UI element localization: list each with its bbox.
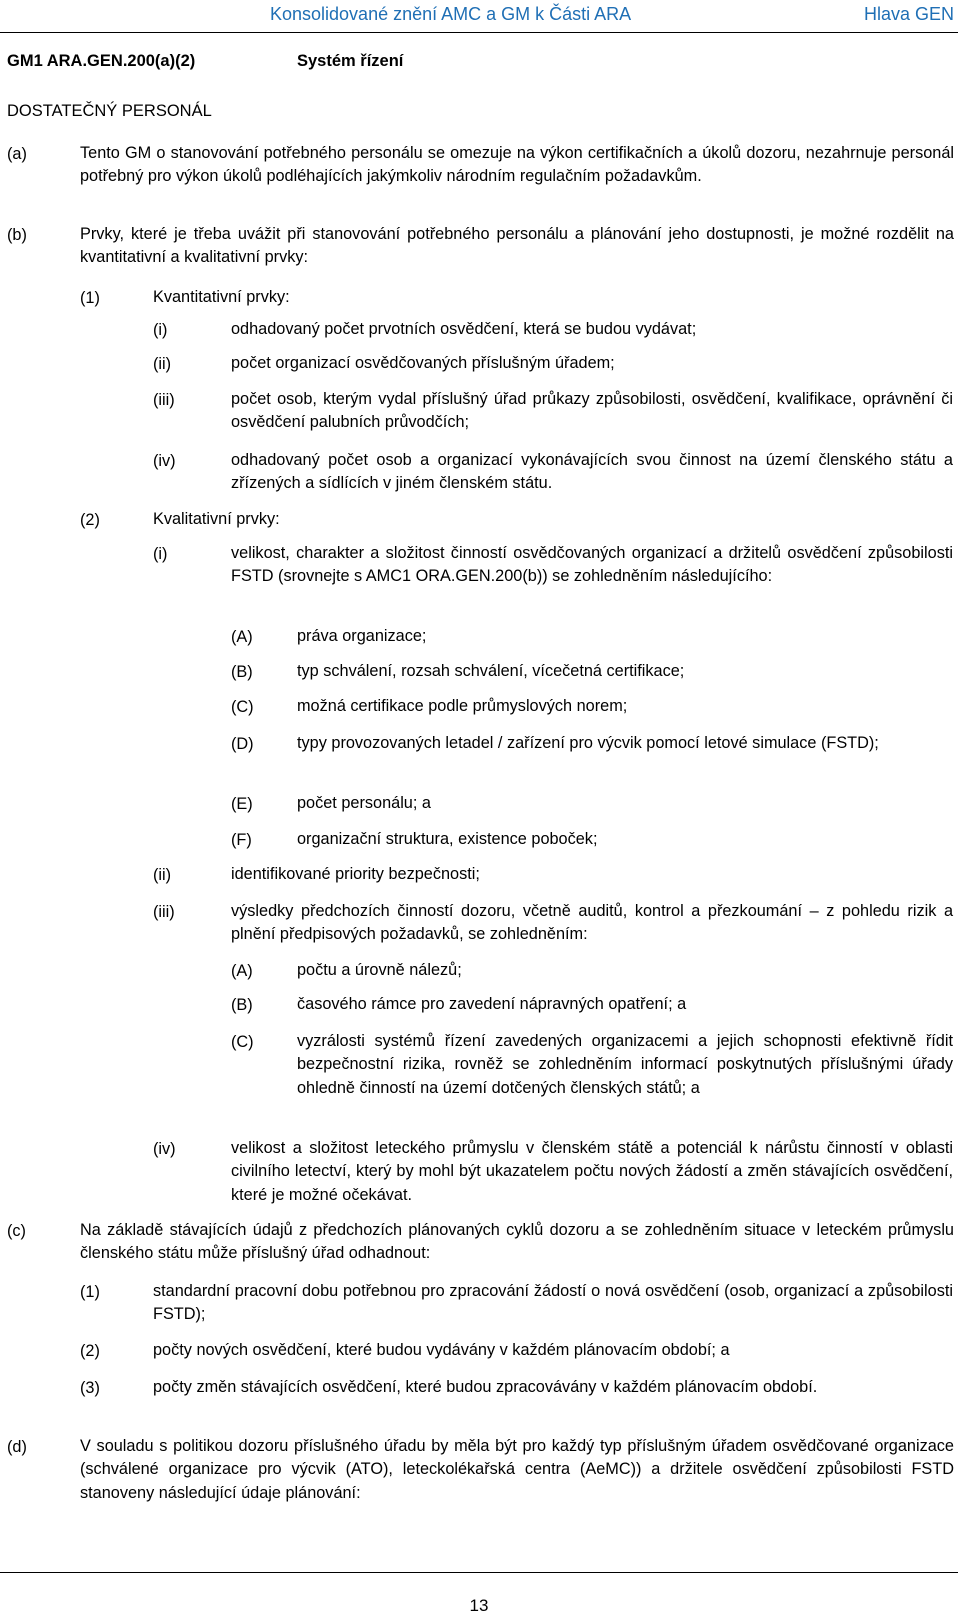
b2-i-c-label: (C) [231, 698, 254, 716]
b2-iii-text: výsledky předchozích činností dozoru, včetně auditů, kontrol a přezkoumání – z pohledu rizik a plnění předpisových požadavků, se zohledněním: [231, 902, 953, 944]
b2-iii-b-text: časového rámce pro zavedení nápravných opatření; a [297, 995, 687, 1013]
c2-text: počty nových osvědčení, které budou vydávány v každém plánovacím období; a [153, 1341, 730, 1359]
b1-ii-text: počet organizací osvědčovaných příslušným úřadem; [231, 354, 615, 372]
b2-iii-c-text: vyzrálosti systémů řízení zavedených organizacemi a jejich schopnosti efektivně řídit bezpečnostní rizika, rovněž se zohledněním informací poskytnutých příslušnými úřady ohledně činností na území dotčených členských států; a [297, 1032, 953, 1097]
b2-i-f-text: organizační struktura, existence poboček; [297, 830, 598, 848]
b2-i-c-text: možná certifikace podle průmyslových norem; [297, 697, 628, 715]
b1-i-label: (i) [153, 321, 168, 339]
b2-i-e-text: počet personálu; a [297, 794, 431, 812]
b2-iii-a-label: (A) [231, 962, 253, 980]
gm-title: Systém řízení [297, 52, 404, 70]
b2-iv-label: (iv) [153, 1140, 176, 1158]
header-divider [0, 32, 958, 33]
section-heading: DOSTATEČNÝ PERSONÁL [7, 102, 212, 120]
c3-label: (3) [80, 1379, 100, 1397]
paragraph-b-text: Prvky, které je třeba uvážit při stanovování potřebného personálu a plánování jeho dostupnosti, je možné rozdělit na kvantitativní a kvalitativní prvky: [80, 225, 954, 267]
c1-text: standardní pracovní dobu potřebnou pro zpracování žádostí o nová osvědčení (osob, organizací a způsobilosti FSTD); [153, 1282, 953, 1324]
b2-i-b-label: (B) [231, 663, 253, 681]
page-number: 13 [469, 1596, 489, 1615]
b2-i-f-label: (F) [231, 831, 252, 849]
paragraph-a-text: Tento GM o stanovování potřebného personálu se omezuje na výkon certifikačních a úkolů dozoru, nezahrnuje personál potřebný pro výkon úkolů podléhajících jakýmkoliv národním regulačním požadavkům. [80, 144, 954, 186]
page-header [0, 4, 958, 32]
b1-iii-text: počet osob, kterým vydal příslušný úřad průkazy způsobilosti, osvědčení, kvalifikace, oprávnění či osvědčení palubních průvodčích; [231, 390, 953, 432]
b2-i-label: (i) [153, 545, 168, 563]
b2-label: (2) [80, 511, 100, 529]
paragraph-c-label: (c) [7, 1222, 26, 1240]
b2-iii-label: (iii) [153, 903, 175, 921]
c2-label: (2) [80, 1342, 100, 1360]
document-title: Konsolidované znění AMC a GM k Části ARA [270, 4, 632, 24]
b1-i-text: odhadovaný počet prvotních osvědčení, která se budou vydávat; [231, 320, 697, 338]
paragraph-b-label: (b) [7, 226, 27, 244]
b2-ii-label: (ii) [153, 866, 172, 884]
b1-text: Kvantitativní prvky: [153, 288, 290, 306]
b2-iii-b-label: (B) [231, 996, 253, 1014]
b2-i-a-text: práva organizace; [297, 627, 427, 645]
gm-reference: GM1 ARA.GEN.200(a)(2) [7, 52, 196, 70]
c1-label: (1) [80, 1283, 100, 1301]
c3-text: počty změn stávajících osvědčení, které budou zpracovávány v každém plánovacím období. [153, 1378, 818, 1396]
b2-i-d-label: (D) [231, 735, 254, 753]
chapter-label: Hlava GEN [863, 4, 954, 24]
b1-iii-label: (iii) [153, 391, 175, 409]
paragraph-d-label: (d) [7, 1438, 27, 1456]
footer-divider [0, 1572, 958, 1573]
b2-i-e-label: (E) [231, 795, 253, 813]
b2-iii-c-label: (C) [231, 1033, 254, 1051]
b2-i-text: velikost, charakter a složitost činností osvědčovaných organizací a držitelů osvědčení způsobilosti FSTD (srovnejte s AMC1 ORA.GEN.200(b)) se zohledněním následujícího: [231, 544, 953, 586]
paragraph-a-label: (a) [7, 145, 27, 163]
b1-ii-label: (ii) [153, 355, 172, 373]
b1-label: (1) [80, 289, 100, 307]
paragraph-c-text: Na základě stávajících údajů z předchozích plánovaných cyklů dozoru a se zohledněním situace v leteckém průmyslu členského státu může příslušný úřad odhadnout: [80, 1221, 954, 1263]
b2-i-b-text: typ schválení, rozsah schválení, vícečetná certifikace; [297, 662, 685, 680]
b1-iv-label: (iv) [153, 452, 176, 470]
b1-iv-text: odhadovaný počet osob a organizací vykonávajících svou činnost na území členského státu a zřízených a sídlících v jiném členském státu. [231, 451, 953, 493]
b2-iv-text: velikost a složitost leteckého průmyslu v členském státě a potenciál k nárůstu činností v oblasti civilního letectví, který by mohl být ukazatelem počtu nových žádostí a změn stávajících osvědčení, které je možné očekávat. [231, 1139, 953, 1204]
paragraph-d-text: V souladu s politikou dozoru příslušného úřadu by měla být pro každý typ příslušným úřadem osvědčované organizace (schválené organizace pro výcvik (ATO), leteckolékařská centra (AeMC)) a držitele osvědčení způsobilosti FSTD stanoveny následující údaje plánování: [80, 1437, 954, 1502]
b2-text: Kvalitativní prvky: [153, 510, 280, 528]
b2-iii-a-text: počtu a úrovně nálezů; [297, 961, 462, 979]
b2-ii-text: identifikované priority bezpečnosti; [231, 865, 480, 883]
b2-i-d-text: typy provozovaných letadel / zařízení pro výcvik pomocí letové simulace (FSTD); [297, 734, 879, 752]
b2-i-a-label: (A) [231, 628, 253, 646]
